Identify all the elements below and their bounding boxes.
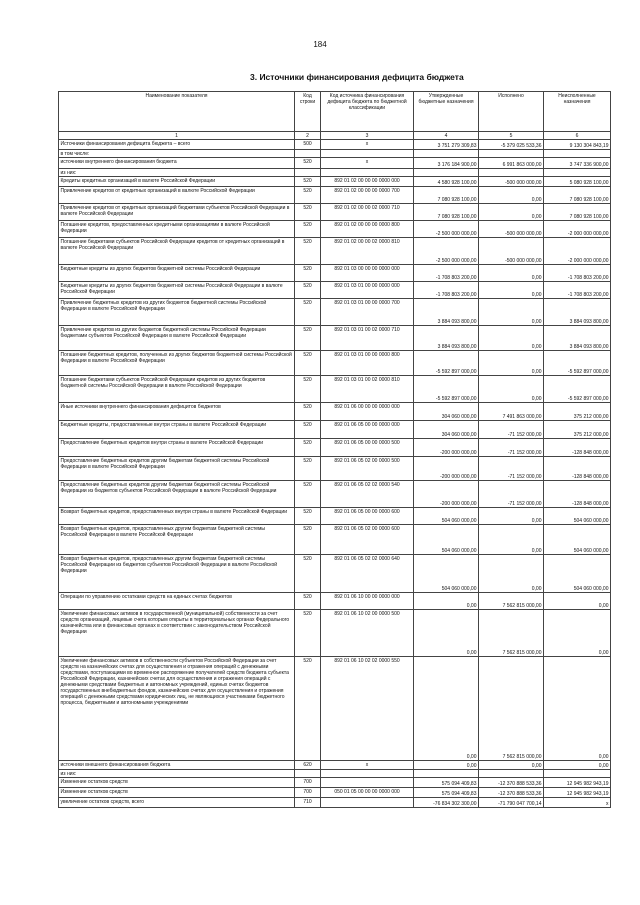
cell-name: Возврат бюджетных кредитов, предоставленных другим бюджетам бюджетной системы Российской Федерации в валюте Российской Федерации — [59, 525, 295, 555]
cell-unexecuted: -128 848 000,00 — [544, 457, 611, 481]
col-number: 2 — [295, 132, 321, 140]
cell-unexecuted: 504 060 000,00 — [544, 525, 611, 555]
cell-source: 892 01 02 00 00 02 0000 710 — [321, 204, 414, 221]
budget-sources-table — [58, 91, 611, 808]
cell-unexecuted: 12 945 982 943,19 — [544, 788, 611, 798]
cell-executed: -71 152 000,00 — [479, 421, 544, 439]
cell-approved: 4 580 928 100,00 — [414, 177, 479, 187]
header-name: Наименование показателя — [59, 92, 295, 132]
col-number: 4 — [414, 132, 479, 140]
cell-source: 892 01 03 01 00 02 0000 710 — [321, 326, 414, 351]
cell-source: 892 01 06 00 00 00 0000 000 — [321, 403, 414, 421]
cell-executed: 7 562 815 000,00 — [479, 657, 544, 761]
table-row — [59, 770, 611, 778]
cell-name: Погашение кредитов, предоставленных кредитными организациями в валюте Российской Федерации — [59, 221, 295, 238]
cell-unexecuted: -5 592 897 000,00 — [544, 376, 611, 403]
cell-unexecuted: 0,00 — [544, 610, 611, 657]
table-row — [59, 439, 611, 457]
cell-source: 050 01 05 00 00 00 0000 000 — [321, 788, 414, 798]
cell-code: 620 — [295, 761, 321, 770]
cell-approved: 304 060 000,00 — [414, 421, 479, 439]
table-row — [59, 761, 611, 770]
cell-name: Погашение бюджетами субъектов Российской Федерации кредитов из других бюджетов бюджетной системы Российской Федерации в валюте Российской Федерации — [59, 376, 295, 403]
cell-approved — [414, 169, 479, 177]
cell-unexecuted: -128 848 000,00 — [544, 481, 611, 508]
header-executed: Исполнено — [479, 92, 544, 132]
table-row — [59, 376, 611, 403]
cell-code: 520 — [295, 158, 321, 169]
table-row — [59, 238, 611, 265]
cell-executed: -71 152 000,00 — [479, 439, 544, 457]
cell-executed: -5 379 025 533,36 — [479, 140, 544, 150]
cell-code: 520 — [295, 439, 321, 457]
cell-name: из них: — [59, 169, 295, 177]
cell-name: в том числе: — [59, 150, 295, 158]
cell-code: 520 — [295, 593, 321, 610]
cell-source: 892 01 02 00 00 00 0000 000 — [321, 177, 414, 187]
cell-approved: 3 884 093 800,00 — [414, 299, 479, 326]
col-number: 6 — [544, 132, 611, 140]
cell-source: 892 01 06 05 00 00 0000 500 — [321, 439, 414, 457]
cell-unexecuted: 375 212 000,00 — [544, 403, 611, 421]
cell-unexecuted: -1 708 803 200,00 — [544, 282, 611, 299]
cell-unexecuted: 7 080 928 100,00 — [544, 187, 611, 204]
table-row — [59, 351, 611, 376]
cell-code: 520 — [295, 238, 321, 265]
cell-executed: 7 562 815 000,00 — [479, 610, 544, 657]
cell-code: 520 — [295, 177, 321, 187]
cell-executed: 0,00 — [479, 761, 544, 770]
cell-code: 700 — [295, 788, 321, 798]
col-number: 1 — [59, 132, 295, 140]
table-row — [59, 140, 611, 150]
cell-source — [321, 150, 414, 158]
cell-code: 520 — [295, 326, 321, 351]
cell-unexecuted: -5 592 897 000,00 — [544, 351, 611, 376]
cell-unexecuted: 504 060 000,00 — [544, 508, 611, 525]
cell-unexecuted: 375 212 000,00 — [544, 421, 611, 439]
cell-name: Погашение бюджетами субъектов Российской Федерации кредитов от кредитных организаций в валюте Российской Федерации — [59, 238, 295, 265]
column-number-row — [59, 132, 611, 140]
cell-code: 520 — [295, 525, 321, 555]
cell-code: 520 — [295, 657, 321, 761]
table-row — [59, 158, 611, 169]
cell-approved: -2 500 000 000,00 — [414, 221, 479, 238]
header-source: Код источника финансирования дефицита бюджета по бюджетной классификации — [321, 92, 414, 132]
cell-approved: 575 094 409,83 — [414, 778, 479, 788]
cell-approved: -2 500 000 000,00 — [414, 238, 479, 265]
cell-name: Возврат бюджетных кредитов, предоставленных внутри страны в валюте Российской Федерации — [59, 508, 295, 525]
cell-code: 520 — [295, 221, 321, 238]
cell-approved: 575 094 409,83 — [414, 788, 479, 798]
cell-name: Предоставление бюджетных кредитов внутри страны в валюте Российской Федерации — [59, 439, 295, 457]
cell-source — [321, 798, 414, 808]
table-row — [59, 187, 611, 204]
cell-unexecuted: 3 884 093 800,00 — [544, 299, 611, 326]
cell-source: 892 01 06 05 00 00 0000 000 — [321, 421, 414, 439]
cell-executed: 0,00 — [479, 508, 544, 525]
cell-name: Возврат бюджетных кредитов, предоставленных другим бюджетам бюджетной системы Российской Федерации из бюджетов субъектов Российской Федерации в валюте Российской Федерации — [59, 555, 295, 593]
cell-code — [295, 150, 321, 158]
cell-code: 520 — [295, 421, 321, 439]
cell-code: 520 — [295, 187, 321, 204]
cell-approved — [414, 770, 479, 778]
cell-executed — [479, 150, 544, 158]
cell-approved: 504 060 000,00 — [414, 555, 479, 593]
cell-source: 892 01 06 10 00 00 0000 000 — [321, 593, 414, 610]
cell-approved: -1 708 803 200,00 — [414, 282, 479, 299]
cell-unexecuted: -1 708 803 200,00 — [544, 265, 611, 282]
cell-name: Привлечение кредитов от кредитных организаций в валюте Российской Федерации — [59, 187, 295, 204]
cell-code: 520 — [295, 282, 321, 299]
cell-code: 710 — [295, 798, 321, 808]
cell-approved: -200 000 000,00 — [414, 457, 479, 481]
cell-approved: 3 751 279 309,83 — [414, 140, 479, 150]
table-row — [59, 150, 611, 158]
cell-executed — [479, 770, 544, 778]
cell-code — [295, 770, 321, 778]
cell-approved: 0,00 — [414, 761, 479, 770]
cell-executed: 0,00 — [479, 376, 544, 403]
cell-source: 892 01 06 10 02 00 0000 500 — [321, 610, 414, 657]
cell-unexecuted: 3 747 336 900,00 — [544, 158, 611, 169]
cell-name: Увеличение финансовых активов в государственной (муниципальной) собственности за счет средств организаций, лицевые счета которым открыты в территориальных органах Федерального казначейства или в финансовых органах в соответствии с законодательством Российской Федерации — [59, 610, 295, 657]
cell-source: 892 01 06 05 02 02 0000 640 — [321, 555, 414, 593]
cell-name: Бюджетные кредиты из других бюджетов бюджетной системы Российской Федерации в валюте Российской Федерации — [59, 282, 295, 299]
cell-name: Предоставление бюджетных кредитов другим бюджетам бюджетной системы Российской Федерации из бюджетов субъектов Российской Федерации в валюте Российской Федерации — [59, 481, 295, 508]
cell-approved — [414, 150, 479, 158]
cell-source: 892 01 02 00 00 00 0000 800 — [321, 221, 414, 238]
cell-code: 520 — [295, 610, 321, 657]
cell-unexecuted — [544, 169, 611, 177]
cell-name: Увеличение финансовых активов в собственности субъектов Российской Федерации за счет средств на казначейских счетах для осуществления и отражения операций с денежными средствами, поступающими во временное распоряжение получателей средств бюджета субъекта Российской Федерации, казначейских счетах для осуществления и отражения операций с денежными средствами бюджетных и автономных учреждений, единых счетах бюджетов государственных внебюджетных фондов, казначейских счетах для осуществления и отражения операций с денежными средствами юридических лиц, не являющихся участниками бюджетного процесса, бюджетными и автономными учреждениями — [59, 657, 295, 761]
cell-source: x — [321, 158, 414, 169]
cell-source: 892 01 02 00 00 00 0000 700 — [321, 187, 414, 204]
cell-executed: 0,00 — [479, 204, 544, 221]
cell-approved: -200 000 000,00 — [414, 439, 479, 457]
cell-unexecuted: 3 884 093 800,00 — [544, 326, 611, 351]
table-row — [59, 457, 611, 481]
cell-code — [295, 169, 321, 177]
cell-code: 500 — [295, 140, 321, 150]
cell-approved: 7 080 928 100,00 — [414, 204, 479, 221]
cell-source: 892 01 06 05 02 02 0000 540 — [321, 481, 414, 508]
cell-name: Изменение остатков средств — [59, 788, 295, 798]
col-number: 3 — [321, 132, 414, 140]
cell-executed: -500 000 000,00 — [479, 238, 544, 265]
cell-executed: 0,00 — [479, 265, 544, 282]
cell-approved: 3 884 093 800,00 — [414, 326, 479, 351]
page-number: 184 — [313, 40, 327, 49]
cell-unexecuted: 9 130 304 843,19 — [544, 140, 611, 150]
cell-executed: -71 790 047 700,14 — [479, 798, 544, 808]
cell-name: Привлечение кредитов от кредитных организаций бюджетами субъектов Российской Федерации в валюте Российской Федерации — [59, 204, 295, 221]
cell-unexecuted — [544, 150, 611, 158]
cell-unexecuted — [544, 770, 611, 778]
cell-code: 520 — [295, 403, 321, 421]
cell-unexecuted: 5 080 928 100,00 — [544, 177, 611, 187]
cell-approved: 304 060 000,00 — [414, 403, 479, 421]
cell-source: 892 01 06 05 00 00 0000 600 — [321, 508, 414, 525]
cell-code: 520 — [295, 481, 321, 508]
table-row — [59, 282, 611, 299]
cell-code: 520 — [295, 457, 321, 481]
table-row — [59, 326, 611, 351]
table-body — [59, 140, 611, 808]
table-row — [59, 481, 611, 508]
cell-executed: 0,00 — [479, 299, 544, 326]
cell-executed: -500 000 000,00 — [479, 221, 544, 238]
cell-name: увеличение остатков средств, всего — [59, 798, 295, 808]
cell-name: Изменение остатков средств — [59, 778, 295, 788]
cell-code: 700 — [295, 778, 321, 788]
cell-unexecuted: -2 000 000 000,00 — [544, 238, 611, 265]
cell-executed: -12 370 888 533,36 — [479, 788, 544, 798]
cell-code: 520 — [295, 299, 321, 326]
cell-unexecuted: 12 945 982 943,19 — [544, 778, 611, 788]
cell-source: 892 01 03 01 00 00 0000 800 — [321, 351, 414, 376]
cell-source: 892 01 03 01 00 00 0000 000 — [321, 282, 414, 299]
table-row — [59, 525, 611, 555]
cell-source: 892 01 03 00 00 00 0000 000 — [321, 265, 414, 282]
cell-executed: -71 152 000,00 — [479, 457, 544, 481]
cell-name: источники внутреннего финансирования бюджета — [59, 158, 295, 169]
cell-source: 892 01 06 10 02 02 0000 550 — [321, 657, 414, 761]
cell-name: Погашение бюджетных кредитов, полученных из других бюджетов бюджетной системы Российской Федерации в валюте Российской Федерации — [59, 351, 295, 376]
cell-name: Бюджетные кредиты, предоставленные внутри страны в валюте Российской Федерации — [59, 421, 295, 439]
table-row — [59, 204, 611, 221]
cell-approved: -5 592 897 000,00 — [414, 351, 479, 376]
cell-code: 520 — [295, 555, 321, 593]
cell-name: Кредиты кредитных организаций в валюте Российской Федерации — [59, 177, 295, 187]
table-row — [59, 657, 611, 761]
header-unexecuted: Неисполненные назначения — [544, 92, 611, 132]
cell-name: из них: — [59, 770, 295, 778]
table-row — [59, 169, 611, 177]
cell-source: 892 01 03 01 00 00 0000 700 — [321, 299, 414, 326]
cell-executed: -12 370 888 533,36 — [479, 778, 544, 788]
section-title: 3. Источники финансирования дефицита бюджета — [250, 72, 464, 82]
table-row — [59, 778, 611, 788]
cell-code: 520 — [295, 204, 321, 221]
cell-approved: 3 176 184 900,00 — [414, 158, 479, 169]
cell-unexecuted: 0,00 — [544, 761, 611, 770]
cell-unexecuted: -2 000 000 000,00 — [544, 221, 611, 238]
table-row — [59, 610, 611, 657]
cell-approved: 0,00 — [414, 610, 479, 657]
cell-executed: 7 491 863 000,00 — [479, 403, 544, 421]
cell-source: x — [321, 761, 414, 770]
cell-executed: 0,00 — [479, 351, 544, 376]
cell-name: Операции по управлению остатками средств на единых счетах бюджетов — [59, 593, 295, 610]
table-row — [59, 421, 611, 439]
cell-name: Привлечение кредитов из других бюджетов бюджетной системы Российской Федерации бюджетами субъектов Российской Федерации в валюте Российской Федерации — [59, 326, 295, 351]
cell-source: 892 01 02 00 00 02 0000 810 — [321, 238, 414, 265]
cell-executed: 6 991 863 000,00 — [479, 158, 544, 169]
cell-name: Бюджетные кредиты из других бюджетов бюджетной системы Российской Федерации — [59, 265, 295, 282]
table-row — [59, 177, 611, 187]
header-row — [59, 92, 611, 132]
cell-executed: -71 152 000,00 — [479, 481, 544, 508]
cell-source — [321, 778, 414, 788]
table-row — [59, 299, 611, 326]
cell-name: источники внешнего финансирования бюджета — [59, 761, 295, 770]
cell-name: Привлечение бюджетных кредитов из других бюджетов бюджетной системы Российской Федерации в валюте Российской Федерации — [59, 299, 295, 326]
table-row — [59, 593, 611, 610]
cell-name: Иные источники внутреннего финансирования дефицитов бюджетов — [59, 403, 295, 421]
cell-code: 520 — [295, 265, 321, 282]
table-row — [59, 788, 611, 798]
table-row — [59, 265, 611, 282]
cell-approved: 7 080 928 100,00 — [414, 187, 479, 204]
cell-executed — [479, 169, 544, 177]
cell-approved: 0,00 — [414, 593, 479, 610]
table-row — [59, 221, 611, 238]
cell-unexecuted: 504 060 000,00 — [544, 555, 611, 593]
cell-source: 892 01 06 05 02 00 0000 600 — [321, 525, 414, 555]
cell-code: 520 — [295, 351, 321, 376]
cell-source: 892 01 06 05 02 00 0000 500 — [321, 457, 414, 481]
table-row — [59, 508, 611, 525]
cell-executed: 0,00 — [479, 555, 544, 593]
cell-approved: -1 708 803 200,00 — [414, 265, 479, 282]
cell-unexecuted: 7 080 928 100,00 — [544, 204, 611, 221]
cell-name: Предоставление бюджетных кредитов другим бюджетам бюджетной системы Российской Федерации в валюте Российской Федерации — [59, 457, 295, 481]
cell-code: 520 — [295, 508, 321, 525]
table-row — [59, 555, 611, 593]
table-row — [59, 798, 611, 808]
cell-source: 892 01 03 01 00 02 0000 810 — [321, 376, 414, 403]
cell-code: 520 — [295, 376, 321, 403]
cell-executed: -500 000 000,00 — [479, 177, 544, 187]
header-approved: Утвержденные бюджетные назначения — [414, 92, 479, 132]
cell-unexecuted: x — [544, 798, 611, 808]
cell-approved: 504 060 000,00 — [414, 508, 479, 525]
cell-unexecuted: -128 848 000,00 — [544, 439, 611, 457]
cell-executed: 0,00 — [479, 326, 544, 351]
cell-name: Источники финансирования дефицита бюджета – всего — [59, 140, 295, 150]
cell-source — [321, 169, 414, 177]
cell-approved: -200 000 000,00 — [414, 481, 479, 508]
cell-executed: 0,00 — [479, 525, 544, 555]
cell-source: x — [321, 140, 414, 150]
cell-unexecuted: 0,00 — [544, 657, 611, 761]
cell-source — [321, 770, 414, 778]
cell-unexecuted: 0,00 — [544, 593, 611, 610]
cell-executed: 7 562 815 000,00 — [479, 593, 544, 610]
cell-executed: 0,00 — [479, 282, 544, 299]
cell-approved: 504 060 000,00 — [414, 525, 479, 555]
cell-approved: -76 834 302 300,00 — [414, 798, 479, 808]
col-number: 5 — [479, 132, 544, 140]
cell-approved: -5 592 897 000,00 — [414, 376, 479, 403]
table-row — [59, 403, 611, 421]
cell-executed: 0,00 — [479, 187, 544, 204]
cell-approved: 0,00 — [414, 657, 479, 761]
header-code: Код строки — [295, 92, 321, 132]
